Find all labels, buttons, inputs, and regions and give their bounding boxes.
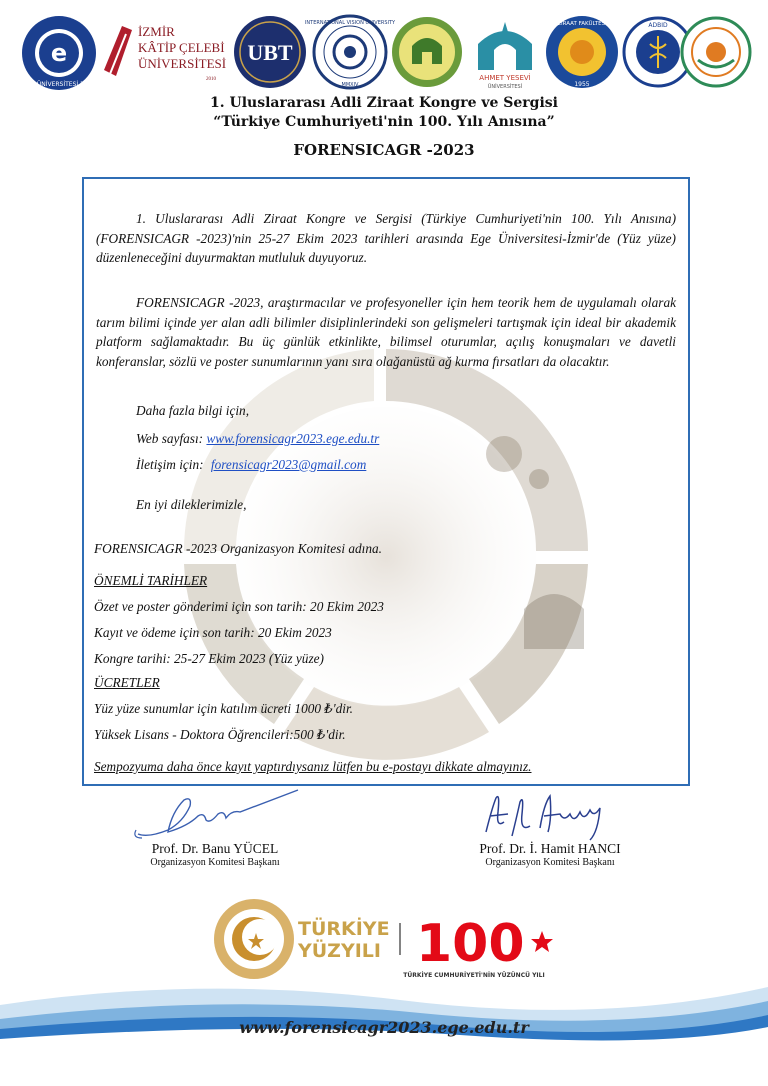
- svg-text:ÜNİVERSİTESİ: ÜNİVERSİTESİ: [138, 56, 227, 71]
- regards-text: En iyi dileklerimizle,: [136, 497, 247, 512]
- svg-text:100: 100: [416, 914, 525, 974]
- date-registration-deadline: Kayıt ve ödeme için son tarih: 20 Ekim 2023: [94, 625, 332, 640]
- svg-text:INTERNATIONAL VISION UNIVERSIT: INTERNATIONAL VISION UNIVERSITY: [304, 20, 396, 26]
- svg-text:YÜZYILI: YÜZYILI: [298, 940, 381, 962]
- registration-notice: Sempozyuma daha önce kayıt yaptırdıysanız lütfen bu e-postayı dikkate almayınız.: [94, 759, 532, 774]
- signature-block-right: [430, 841, 670, 868]
- committee-signoff: FORENSICAGR -2023 Organizasyon Komitesi adına.: [94, 541, 382, 556]
- date-abstract-deadline: Özet ve poster gönderimi için son tarih: 20 Ekim 2023: [94, 599, 384, 614]
- svg-text:AHMET YESEVİ: AHMET YESEVİ: [479, 74, 531, 82]
- signatory-name: Prof. Dr. Banu YÜCEL: [151, 841, 279, 856]
- svg-text:TÜRKİYE CUMHURİYETİ'NİN YÜZÜNC: TÜRKİYE CUMHURİYETİ'NİN YÜZÜNCÜ YILI: [403, 972, 545, 979]
- website-link[interactable]: www.forensicagr2023.ege.edu.tr: [206, 431, 380, 446]
- adli-bilimler-dernegi-logo: [680, 14, 752, 90]
- turkiye-yuzyili-logo: [212, 893, 572, 985]
- partner-logos-row: [20, 14, 748, 96]
- signature-block-left: [100, 841, 330, 868]
- svg-text:1955: 1955: [574, 81, 590, 88]
- signature-yucel: [128, 786, 303, 842]
- ege-universitesi-logo: [20, 14, 98, 92]
- fee-students: Yüksek Lisans - Doktora Öğrencileri:500 ₺'dir.: [94, 727, 346, 742]
- contact-label: İletişim için:: [136, 457, 204, 472]
- svg-text:EGE ÜNİVERSİTESİ 1955: EGE ÜNİVERSİTESİ 1955: [22, 81, 96, 88]
- website-line: [136, 429, 379, 449]
- svg-text:UBT: UBT: [247, 40, 293, 65]
- ahmet-yesevi-logo: [468, 14, 542, 90]
- event-subtitle: “Türkiye Cumhuriyeti'nin 100. Yılı Anısına”: [213, 114, 555, 130]
- svg-text:ZİRAAT FAKÜLTESİ: ZİRAAT FAKÜLTESİ: [557, 21, 607, 27]
- contact-email-link[interactable]: forensicagr2023@gmail.com: [210, 457, 367, 472]
- international-vision-university-logo: [304, 14, 396, 90]
- svg-text:2010: 2010: [206, 77, 216, 82]
- svg-text:İZMİR: İZMİR: [138, 24, 175, 39]
- background-collage-graphic: [84, 179, 688, 784]
- svg-text:TÜRKİYE: TÜRKİYE: [298, 918, 390, 940]
- description-paragraph: FORENSICAGR -2023, araştırmacılar ve profesyoneller için hem teorik hem de uygulamalı olarak tarım bilimi içinde yer alan adli bilimler disiplinlerindeki son gelişmeleri tartışmak için ideal bir akademik platform sağlamaktadır. Bu üç günlük etkinlikte, bilimsel oturumlar, açılış konuşmaları ve davetli konferanslar, sözlü ve poster sunumlarının yanı sıra olağanüstü ağ kurma fırsatları da olacaktır.: [96, 295, 676, 369]
- signatory-role: Organizasyon Komitesi Başkanı: [485, 857, 615, 868]
- signature-hanci: [478, 788, 608, 844]
- important-dates-heading: ÖNEMLİ TARİHLER: [94, 573, 208, 588]
- signatory-name: Prof. Dr. İ. Hamit HANCI: [479, 841, 621, 856]
- svg-text:ÜNİVERSİTESİ: ÜNİVERSİTESİ: [487, 84, 523, 90]
- more-info-text: Daha fazla bilgi için,: [136, 403, 250, 418]
- fees-heading: ÜCRETLER: [94, 675, 160, 690]
- date-congress: Kongre tarihi: 25-27 Ekim 2023 (Yüz yüze): [94, 651, 324, 666]
- fee-face-to-face: Yüz yüze sunumlar için katılım ücreti 1000 ₺'dir.: [94, 701, 354, 716]
- event-title: 1. Uluslararası Adli Ziraat Kongre ve Sergisi: [210, 95, 558, 111]
- contact-line: [136, 455, 366, 475]
- svg-text:MMXIV: MMXIV: [341, 82, 359, 88]
- svg-text:KÂTİP ÇELEBİ: KÂTİP ÇELEBİ: [138, 40, 225, 55]
- announcement-frame: [82, 177, 690, 786]
- svg-text:e: e: [50, 39, 68, 67]
- ziraat-fakultesi-logo: [544, 14, 620, 90]
- ubt-logo: [232, 14, 308, 90]
- event-acronym: FORENSICAGR -2023: [293, 141, 475, 159]
- svg-text:ADBID: ADBID: [648, 22, 668, 29]
- website-label: Web sayfası:: [136, 431, 204, 446]
- footer-website-url[interactable]: www.forensicagr2023.ege.edu.tr: [239, 1018, 529, 1037]
- intro-paragraph: 1. Uluslararası Adli Ziraat Kongre ve Sergisi (Türkiye Cumhuriyeti'nin 100. Yılı Anısına) (FORENSICAGR -2023)'nin 25-27 Ekim 2023 tarihleri arasında Ege Üniversitesi-İzmir'de (Yüz yüze) düzenleneceğini duyurmaktan mutluluk duyuyoruz.: [96, 211, 676, 266]
- green-university-seal-logo: [390, 14, 464, 90]
- izmir-katip-celebi-logo: [102, 20, 230, 86]
- signatory-role: Organizasyon Komitesi Başkanı: [150, 857, 280, 868]
